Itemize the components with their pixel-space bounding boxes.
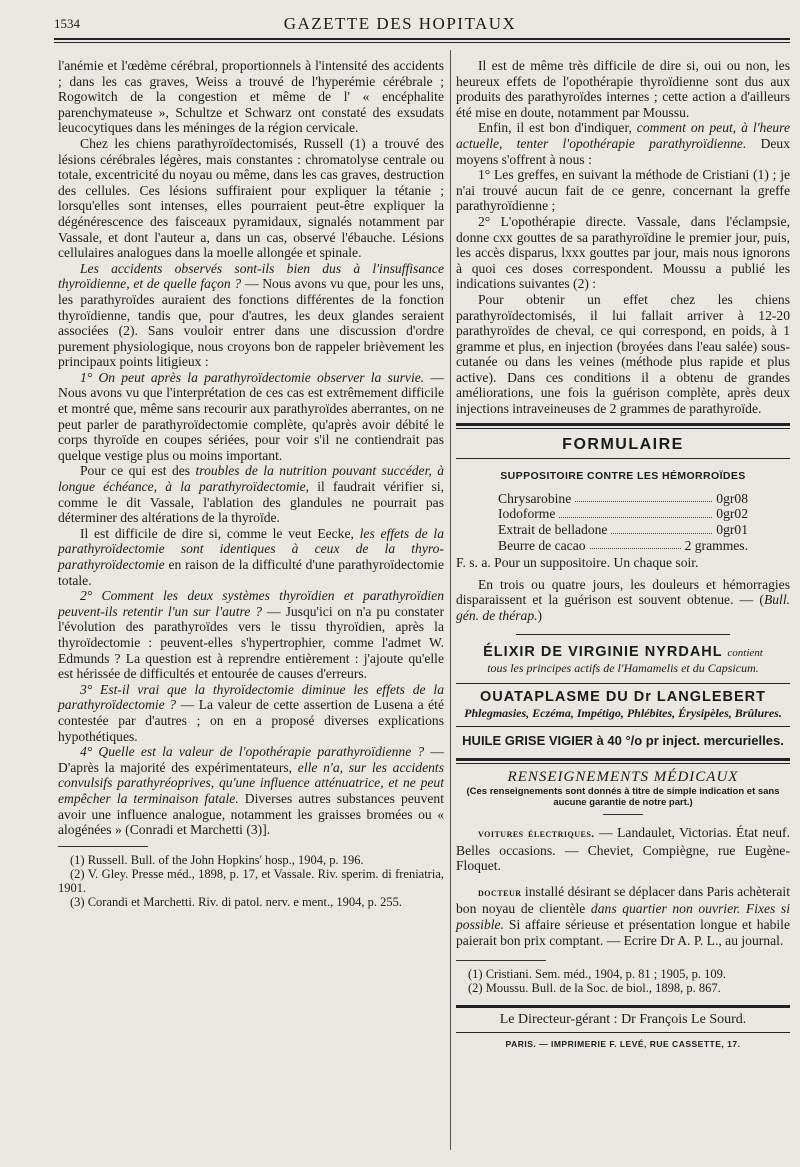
prescription-line: Chrysarobine 0gr08 — [498, 490, 748, 506]
footnotes — [456, 967, 790, 995]
classified-ad: docteur installé désirant se déplacer dans Paris achèterait bon noyau de clientèle dans quartier non ouvrier. Fixes si possible. Si affaire sérieuse et présentation longue et habile paierait bon prix comptant. — Ecrire Dr A. P. L., au journal. — [456, 883, 790, 948]
section-rule-thin — [456, 763, 790, 764]
page-number: 1534 — [54, 16, 80, 31]
section-rule-thin — [456, 458, 790, 459]
paragraph: Pour obtenir un effet chez les chiens parathyroïdectomisés, il lui fallait arriver à 12-20 parathyroïdes de cheval, ce qui correspond, en poids, à 1 gramme et plus, en injection (broyées dans l'eau salée) sous-cutanée ou dans les veines (méthode plus rapide et plus active). Dans ces conditions il a obtenu de grandes améliorations, une fois la guérison complète, après deux injections intraveineuses de 2 grammes de parathyroïde. — [456, 291, 790, 417]
paragraph: Les accidents observés sont-ils bien dus à l'insuffisance thyroïdienne, et de quelle façon ? — Nous avons vu que, pour les uns, les parathyroïdes auraient des fonctions différentes de la fonction thyroïdienne, tandis que, pour d'autres, les deux glandes seraient associées (2). Sans vouloir entrer dans une discussion d'ordre purement physiologique, nous croyons bon de rappeler brièvement les principaux points litigieux : — [58, 260, 444, 370]
footnotes — [58, 853, 444, 909]
ad-rule — [456, 683, 790, 684]
small-rule — [603, 814, 643, 815]
ad-ouataplasme-subtitle: Phlegmasies, Eczéma, Impétigo, Phlébites, Érysipèles, Brûlures. — [464, 705, 782, 720]
prescription-line: Extrait de belladone 0gr01 — [498, 522, 748, 538]
renseignements-title: RENSEIGNEMENTS MÉDICAUX — [507, 769, 739, 786]
renseignements-note: (Ces renseignements sont donnés à titre de simple indication et sans aucune garantie de notre part.) — [466, 785, 780, 808]
paragraph: Chez les chiens parathyroïdectomisés, Russell (1) a trouvé des lésions cérébrales légères, mais constantes : chromatolyse centrale ou totale, excentricité du noyau ou même, dans les cas graves, destruction des cellules. Ces lésions suffiraient pour expliquer la tétanie ; lorsqu'elles sont intenses, elles pourraient peut-être expliquer la dégénérescence des faisceaux pyramidaux, signalés notamment par Vassale, et dont l'auteur a, dans un cas, observé l'ébauche. Lésions cellulaires analogues dans la moelle allongée et spinale. — [58, 135, 444, 261]
paragraph: l'anémie et l'œdème cérébral, proportionnels à l'intensité des accidents ; dans les cas graves, Weiss a trouvé de l'hyperémie cérébrale ; Rogowitch de la congestion et même de l' « encéphalite parenchymateuse », Schultze et Schwarz ont constaté des exsudats leucocytiques dans les méninges de la région cervicale. — [58, 58, 444, 136]
footnote: (2) V. Gley. Presse méd., 1898, p. 17, et Vassale. Riv. sperim. di freniatria, 1901. — [58, 866, 444, 895]
ad-rule — [456, 726, 790, 727]
paragraph: Il est de même très difficile de dire si, oui ou non, les heureux effets de l'opothérapie thyroïdienne sont dus aux produits des parathyroïdes internes ; cette action a d'ailleurs été mise en doute, notamment par Moussu. — [456, 58, 790, 120]
paragraph: Pour ce qui est des troubles de la nutrition pouvant succéder, à longue échéance, à la parathyroïdectomie, il faudrait vérifier si, comme le dit Vassale, l'ablation des glandules ne pourrait pas déterminer des altérations de la thyroïde. — [58, 463, 444, 526]
left-column — [58, 58, 444, 909]
paragraph: Il est difficile de dire si, comme le veut Eecke, les effets de la parathyroïdectomie sont identiques à ceux de la thyro-parathyroïdectomie en raison de la difficulté d'une parathyroïdectomie totale. — [58, 525, 444, 588]
paragraph: 2° L'opothérapie directe. Vassale, dans l'éclampsie, donne cxx gouttes de sa parathyroïdine le premier jour, puis, les accès disparus, lxxx gouttes par jour, mais nous ignorons à quoi ces doses correspondent. Moussu a publié les indications suivantes (2) : — [456, 213, 790, 292]
right-column — [456, 58, 790, 1052]
prescription-instruction: F. s. a. Pour un suppositoire. Un chaque soir. — [456, 555, 699, 571]
prescription-line: Beurre de cacao 2 grammes. — [498, 537, 748, 553]
section-rule — [456, 1005, 790, 1008]
paragraph: 4° Quelle est la valeur de l'opothérapie parathyroïdienne ? — D'après la majorité des expérimentateurs, elle n'a, sur les accidents convulsifs parathyréoprives, qu'une influence atténuatrice, et ne peut empêcher la terminaison fatale. Diverses autres substances peuvent avoir une influence analogue, notamment les graisses bromées ou « alogénées » (Conradi et Marchetti (3)]. — [58, 744, 444, 838]
prescription-note: En trois ou quatre jours, les douleurs et hémorragies disparaissent et la guérison est souvent obtenue. — (Bull. gén. de thérap.) — [456, 576, 790, 623]
ad-huile-grise: HUILE GRISE VIGIER à 40 °/o pr inject. mercurielles. — [462, 732, 784, 748]
section-rule-thin — [456, 428, 790, 429]
page-header — [0, 0, 800, 60]
ad-elixir-subtitle: tous les principes actifs de l'Hamamelis et du Capsicum. — [487, 661, 759, 676]
paragraph: Enfin, il est bon d'indiquer, comment on peut, à l'heure actuelle, tenter l'opothérapie parathyroïdienne. Deux moyens s'offrent à nous : — [456, 120, 791, 167]
paragraph: 1° Les greffes, en suivant la méthode de Cristiani (1) ; je n'ai trouvé aucun fait de ce genre, concernant la greffe parathyroïdienne ; — [456, 167, 790, 214]
ad-ouataplasme-title: OUATAPLASME DU Dr LANGLEBERT — [479, 689, 767, 706]
director-line: Le Directeur-gérant : Dr François Le Sourd. — [499, 1012, 747, 1028]
prescription-line: Iodoforme 0gr02 — [498, 506, 748, 522]
printer-line: PARIS. — IMPRIMERIE F. LEVÉ, RUE CASSETTE, 17. — [505, 1038, 741, 1049]
footnote-rule — [456, 960, 546, 961]
paragraph: 3° Est-il vrai que la thyroïdectomie diminue les effets de la parathyroïdectomie ? — La valeur de cette assertion de Lusena a été contestée par d'autres ; on en a proposé diverses explications hypothétiques. — [58, 681, 444, 744]
footnote: (3) Corandi et Marchetti. Riv. di patol. nerv. e ment., 1904, p. 255. — [70, 894, 402, 909]
section-rule-thin — [456, 1032, 790, 1033]
footnote-rule — [58, 846, 148, 847]
footnote: (1) Russell. Bull. of the John Hopkins' hosp., 1904, p. 196. — [70, 852, 364, 867]
ad-rule — [516, 634, 730, 635]
paragraph: 2° Comment les deux systèmes thyroïdien et parathyroïdien peuvent-ils retentir l'un sur l'autre ? — Jusqu'ici on n'a pu constater l'évolution des parathyroïdes vers le tissu thyroïdien, après la thyroïdectomie : peuvent-elles s'hypertrophier, comme l'admet W. Edmunds ? La question est à reprendre entièrement : j'ajoute qu'elle est hérissée de difficultés et entourée de causes d'erreurs. — [58, 588, 444, 682]
footnote: (1) Cristiani. Sem. méd., 1904, p. 81 ; 1905, p. 109. — [468, 967, 726, 982]
section-rule — [456, 423, 790, 426]
suppositoire-title: SUPPOSITOIRE CONTRE LES HÉMORROÏDES — [500, 470, 746, 483]
column-separator — [450, 50, 451, 1150]
section-rule — [456, 758, 790, 761]
formulaire-title: FORMULAIRE — [562, 435, 684, 453]
header-rule — [54, 38, 790, 40]
header-rule-thin — [54, 42, 790, 43]
classified-ad: voitures électriques. — Landaulet, Victorias. État neuf. Belles occasions. — Cheviet, Compiègne, rue Eugène-Floquet. — [456, 824, 790, 874]
journal-title: GAZETTE DES HOPITAUX — [283, 14, 517, 33]
footnote: (2) Moussu. Bull. de la Soc. de biol., 1898, p. 867. — [468, 981, 721, 996]
paragraph: 1° On peut après la parathyroïdectomie observer la survie. — Nous avons vu que l'interprétation de ces cas est extrêmement difficile et montré que, même sans recourir aux parathyroïdes aberrantes, on ne peut parler de parathyroïdectomie complète, qu'après avoir débité le corps thyroïde en coupes sériées, pour voir s'il ne contiendrait pas quelque vestige plus ou moins important. — [58, 369, 444, 463]
ad-elixir-title: ÉLIXIR DE VIRGINIE NYRDAHL contient — [483, 643, 763, 660]
